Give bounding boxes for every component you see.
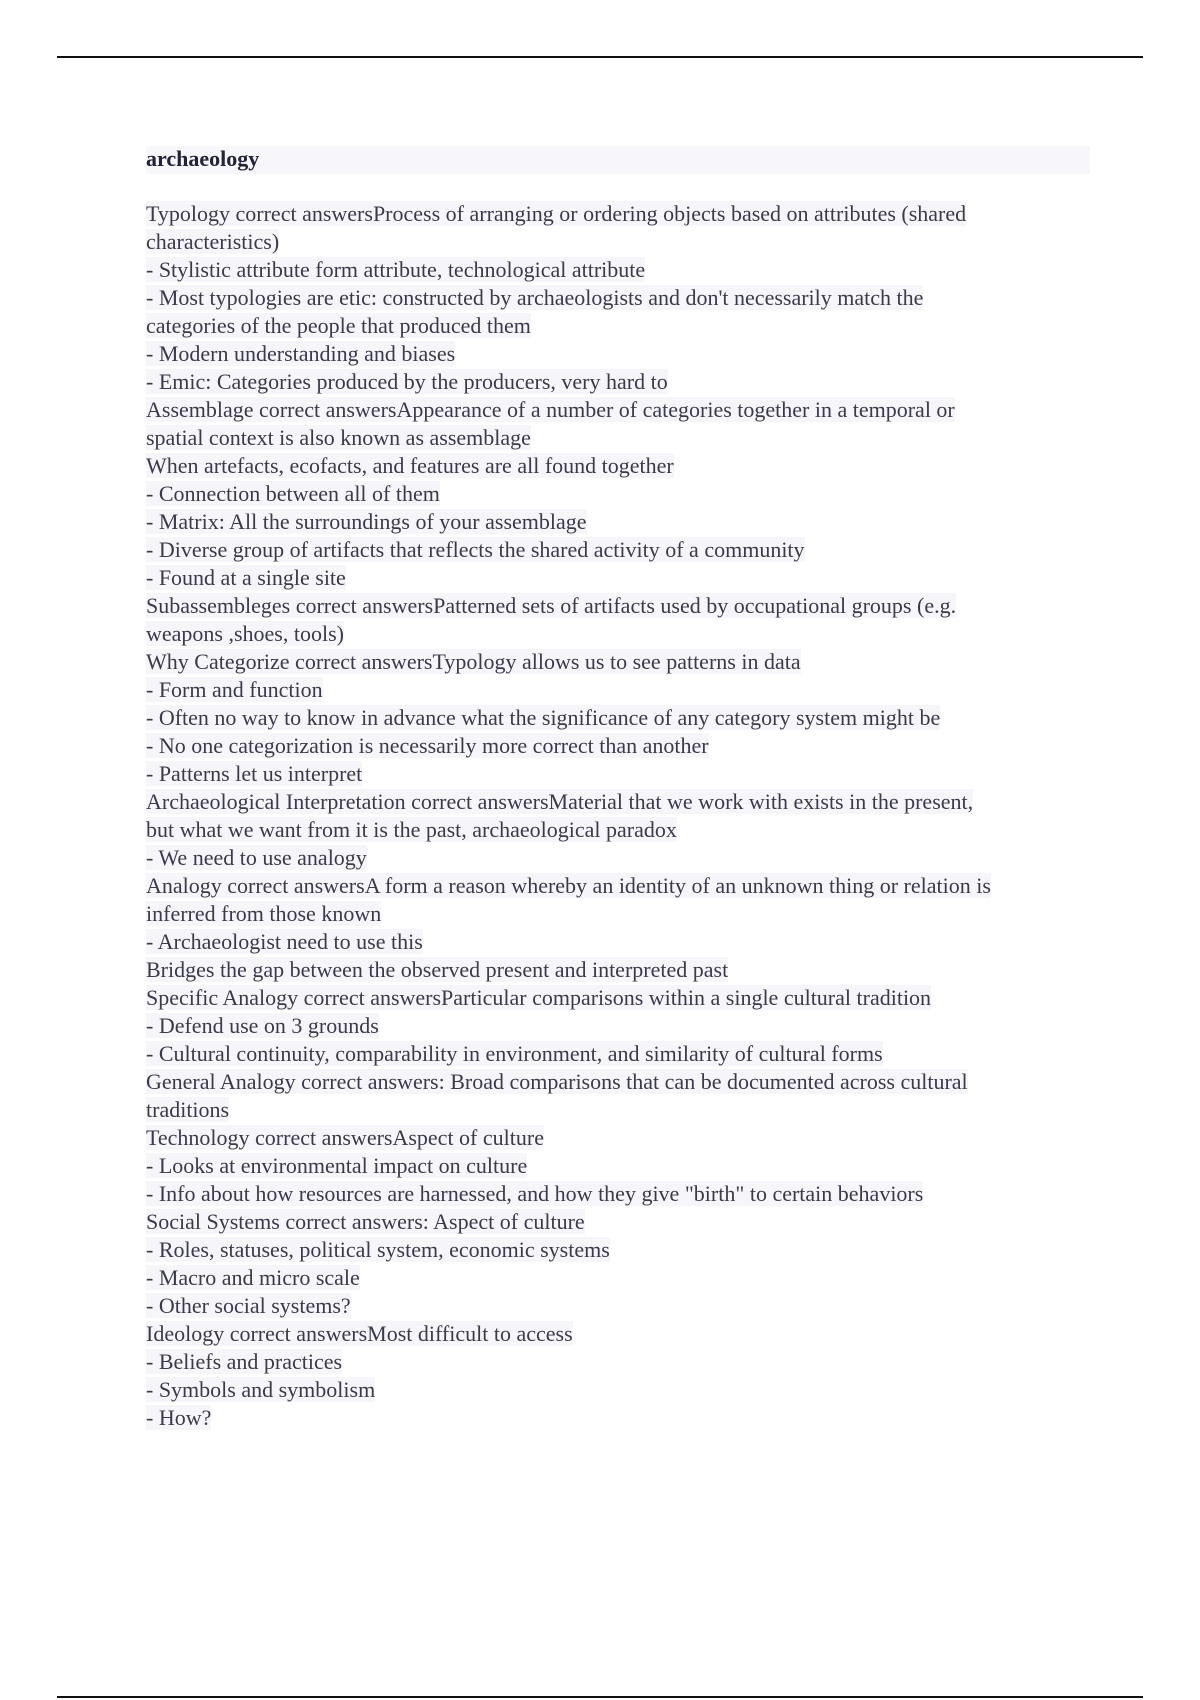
text-line bbox=[146, 480, 1090, 508]
text-line bbox=[146, 844, 1090, 872]
text-line-content: - Modern understanding and biases bbox=[146, 341, 456, 366]
text-line bbox=[146, 1040, 1090, 1068]
text-line bbox=[146, 592, 1090, 620]
text-line-content: - Macro and micro scale bbox=[146, 1265, 360, 1290]
text-line-content: - Roles, statuses, political system, economic systems bbox=[146, 1237, 610, 1262]
text-line-content: Typology correct answersProcess of arranging or ordering objects based on attributes (shared bbox=[146, 201, 967, 226]
text-line-content: Ideology correct answersMost difficult to access bbox=[146, 1321, 573, 1346]
text-line bbox=[146, 312, 1090, 340]
text-line bbox=[146, 676, 1090, 704]
text-line bbox=[146, 1348, 1090, 1376]
text-line-content: traditions bbox=[146, 1097, 230, 1122]
document-body bbox=[146, 200, 1090, 1432]
text-line bbox=[146, 1208, 1090, 1236]
text-line-content: spatial context is also known as assemblage bbox=[146, 425, 531, 450]
text-line bbox=[146, 1292, 1090, 1320]
text-line bbox=[146, 1012, 1090, 1040]
text-line bbox=[146, 200, 1090, 228]
text-line bbox=[146, 1236, 1090, 1264]
text-line bbox=[146, 368, 1090, 396]
text-line bbox=[146, 536, 1090, 564]
text-line-content: When artefacts, ecofacts, and features are all found together bbox=[146, 453, 674, 478]
text-line-content: Subassembleges correct answersPatterned sets of artifacts used by occupational groups (e.g. bbox=[146, 593, 957, 618]
text-line-content: - Defend use on 3 grounds bbox=[146, 1013, 379, 1038]
text-line bbox=[146, 732, 1090, 760]
text-line-content: - Most typologies are etic: constructed by archaeologists and don't necessarily match the bbox=[146, 285, 924, 310]
text-line bbox=[146, 760, 1090, 788]
text-line-content: - Stylistic attribute form attribute, technological attribute bbox=[146, 257, 646, 282]
text-line bbox=[146, 1068, 1090, 1096]
text-line bbox=[146, 1264, 1090, 1292]
document-title: archaeology bbox=[146, 146, 260, 171]
text-line-content: weapons ,shoes, tools) bbox=[146, 621, 344, 646]
text-line-content: - Other social systems? bbox=[146, 1293, 351, 1318]
text-line-content: but what we want from it is the past, archaeological paradox bbox=[146, 817, 677, 842]
text-line-content: - Symbols and symbolism bbox=[146, 1377, 376, 1402]
title-highlight bbox=[146, 146, 1090, 174]
text-line-content: - We need to use analogy bbox=[146, 845, 367, 870]
text-line-content: categories of the people that produced them bbox=[146, 313, 531, 338]
text-line-content: inferred from those known bbox=[146, 901, 382, 926]
text-line bbox=[146, 1152, 1090, 1180]
text-line-content: characteristics) bbox=[146, 229, 280, 254]
text-line bbox=[146, 1320, 1090, 1348]
text-line-content: - Looks at environmental impact on culture bbox=[146, 1153, 528, 1178]
text-line bbox=[146, 816, 1090, 844]
text-line bbox=[146, 396, 1090, 424]
text-line-content: - Diverse group of artifacts that reflects the shared activity of a community bbox=[146, 537, 805, 562]
text-line bbox=[146, 900, 1090, 928]
text-line-content: - Found at a single site bbox=[146, 565, 346, 590]
text-line bbox=[146, 256, 1090, 284]
text-line-content: - How? bbox=[146, 1405, 212, 1430]
text-line bbox=[146, 648, 1090, 676]
text-line-content: Specific Analogy correct answersParticular comparisons within a single cultural tradition bbox=[146, 985, 932, 1010]
text-line-content: - Info about how resources are harnessed, and how they give "birth" to certain behaviors bbox=[146, 1181, 924, 1206]
header-rule bbox=[57, 56, 1143, 58]
text-line-content: - Archaeologist need to use this bbox=[146, 929, 423, 954]
text-line-content: Archaeological Interpretation correct answersMaterial that we work with exists in the present, bbox=[146, 789, 974, 814]
text-line-content: General Analogy correct answers: Broad comparisons that can be documented across cultural bbox=[146, 1069, 968, 1094]
text-line-content: - Connection between all of them bbox=[146, 481, 440, 506]
text-line bbox=[146, 564, 1090, 592]
text-line-content: Assemblage correct answersAppearance of a number of categories together in a temporal or bbox=[146, 397, 955, 422]
text-line bbox=[146, 284, 1090, 312]
text-line bbox=[146, 1404, 1090, 1432]
text-line bbox=[146, 928, 1090, 956]
text-line bbox=[146, 340, 1090, 368]
text-line-content: Technology correct answersAspect of culture bbox=[146, 1125, 544, 1150]
text-line-content: Why Categorize correct answersTypology allows us to see patterns in data bbox=[146, 649, 801, 674]
text-line-content: - Patterns let us interpret bbox=[146, 761, 363, 786]
text-line-content: Social Systems correct answers: Aspect of culture bbox=[146, 1209, 585, 1234]
text-line-content: - No one categorization is necessarily more correct than another bbox=[146, 733, 709, 758]
text-line bbox=[146, 984, 1090, 1012]
text-line bbox=[146, 1180, 1090, 1208]
text-line-content: Analogy correct answersA form a reason whereby an identity of an unknown thing or relation is bbox=[146, 873, 991, 898]
text-line bbox=[146, 704, 1090, 732]
text-line bbox=[146, 620, 1090, 648]
footer-rule bbox=[57, 1696, 1143, 1698]
text-line-content: - Beliefs and practices bbox=[146, 1349, 343, 1374]
text-line bbox=[146, 508, 1090, 536]
text-line bbox=[146, 956, 1090, 984]
text-line bbox=[146, 228, 1090, 256]
text-line-content: - Form and function bbox=[146, 677, 323, 702]
text-line bbox=[146, 1376, 1090, 1404]
text-line bbox=[146, 424, 1090, 452]
text-line bbox=[146, 1096, 1090, 1124]
text-line-content: Bridges the gap between the observed present and interpreted past bbox=[146, 957, 729, 982]
text-line-content: - Cultural continuity, comparability in environment, and similarity of cultural forms bbox=[146, 1041, 883, 1066]
text-line-content: - Often no way to know in advance what the significance of any category system might be bbox=[146, 705, 941, 730]
text-line-content: - Matrix: All the surroundings of your assemblage bbox=[146, 509, 587, 534]
text-line bbox=[146, 1124, 1090, 1152]
text-line bbox=[146, 452, 1090, 480]
text-line bbox=[146, 872, 1090, 900]
text-line-content: - Emic: Categories produced by the producers, very hard to bbox=[146, 369, 668, 394]
text-line bbox=[146, 788, 1090, 816]
